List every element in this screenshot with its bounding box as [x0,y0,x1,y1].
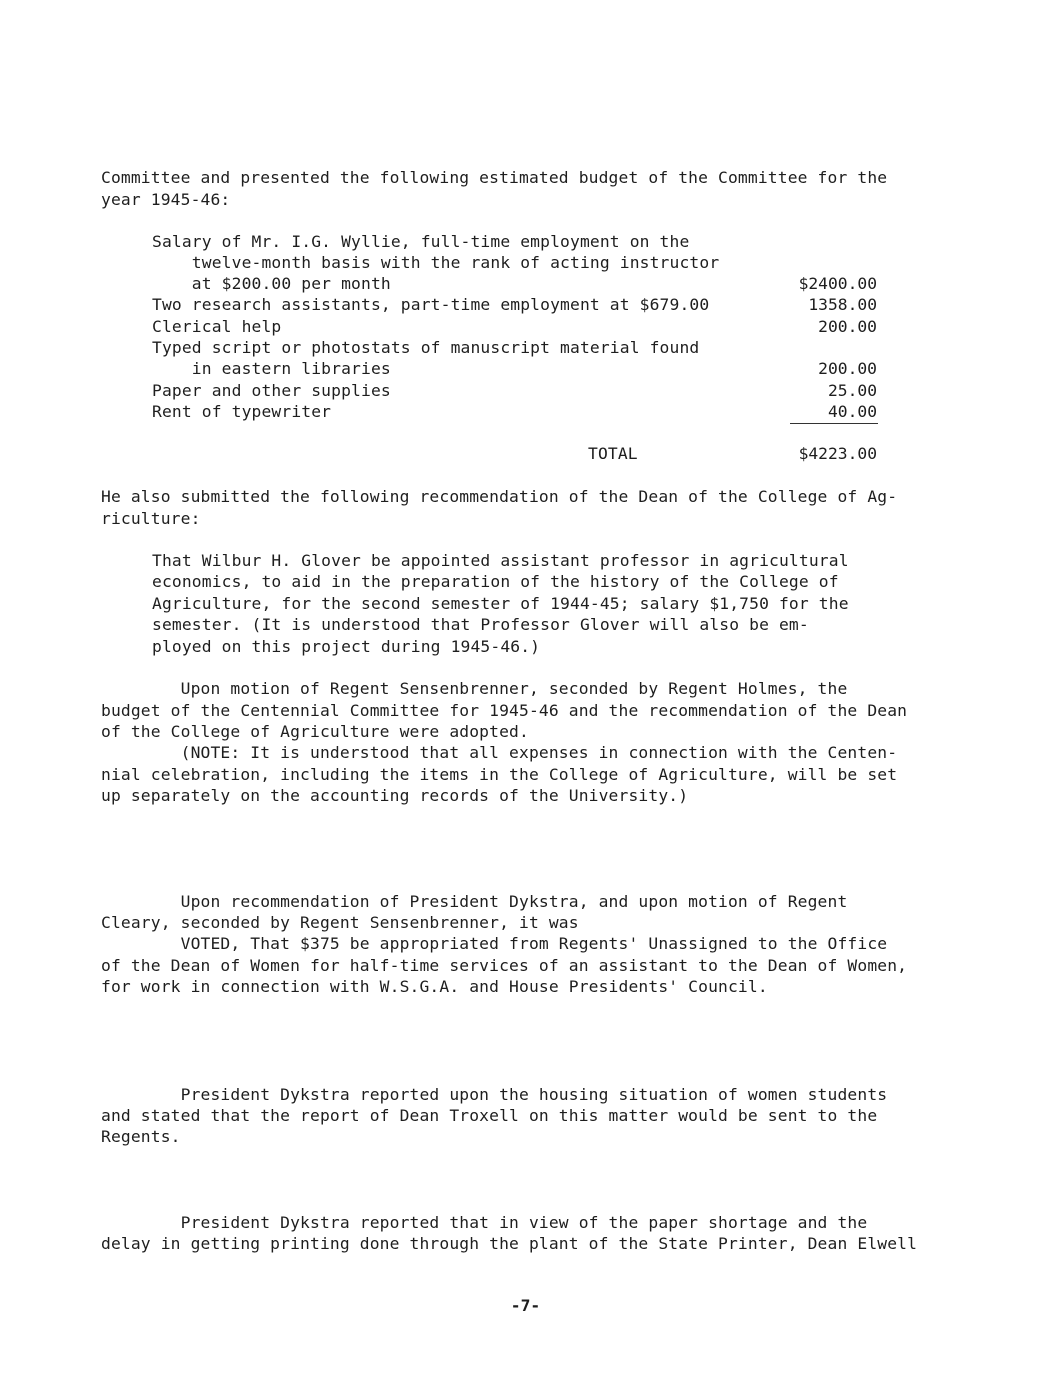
paragraph-line: for work in connection with W.S.G.A. and House Presidents' Council. [101,977,768,996]
recommendation-line: That Wilbur H. Glover be appointed assistant professor in agricultural [152,551,849,570]
paragraph-line: up separately on the accounting records of the University.) [101,786,689,805]
budget-item-amount: 25.00 [827,381,877,400]
budget-item-text: Two research assistants, part-time employment at $679.00 [152,295,710,314]
recommendation-line: economics, to aid in the preparation of the history of the College of [152,572,839,591]
paragraph-line: of the Dean of Women for half-time services of an assistant to the Dean of Women, [101,956,908,975]
recommendation-line: Agriculture, for the second semester of 1944-45; salary $1,750 for the [152,594,849,613]
total-label: TOTAL [588,444,638,463]
paragraph-line: VOTED, That $375 be appropriated from Regents' Unassigned to the Office [101,934,888,953]
page-number: -7- [510,1296,541,1315]
total-amount: $4223.00 [798,444,877,463]
paragraph-line: budget of the Centennial Committee for 1945-46 and the recommendation of the Dean [101,701,908,720]
budget-item-amount: $2400.00 [798,274,877,293]
recommendation-intro-line: riculture: [101,509,201,528]
paragraph-line: nial celebration, including the items in the College of Agriculture, will be set [101,765,898,784]
paragraph-line: President Dykstra reported that in view of the paper shortage and the [101,1213,868,1232]
paragraph-line: (NOTE: It is understood that all expenses in connection with the Centen- [101,743,898,762]
paragraph-line: Upon recommendation of President Dykstra, and upon motion of Regent [101,892,848,911]
paragraph-line: delay in getting printing done through the plant of the State Printer, Dean Elwell [101,1234,918,1253]
budget-item-text: twelve-month basis with the rank of acting instructor [152,253,720,272]
budget-item-text: at $200.00 per month [152,274,391,293]
recommendation-intro-line: He also submitted the following recommendation of the Dean of the College of Ag- [101,487,898,506]
paragraph-line: of the College of Agriculture were adopted. [101,722,529,741]
budget-item-amount: 200.00 [818,317,877,336]
sum-rule [790,423,878,424]
recommendation-line: semester. (It is understood that Professor Glover will also be em- [152,615,809,634]
budget-item-amount: 1358.00 [808,295,877,314]
budget-item-text: Salary of Mr. I.G. Wyllie, full-time employment on the [152,232,690,251]
budget-item-text: Paper and other supplies [152,381,391,400]
budget-item-text: Rent of typewriter [152,402,332,421]
paragraph-line: and stated that the report of Dean Troxell on this matter would be sent to the [101,1106,878,1125]
paragraph-line: Upon motion of Regent Sensenbrenner, seconded by Regent Holmes, the [101,679,848,698]
recommendation-line: ployed on this project during 1945-46.) [152,637,541,656]
paragraph-line: Regents. [101,1127,181,1146]
budget-item-amount: 40.00 [827,402,877,421]
budget-item-amount: 200.00 [818,359,877,378]
budget-item-text: Clerical help [152,317,282,336]
budget-item-text: Typed script or photostats of manuscript material found [152,338,700,357]
paragraph-line: President Dykstra reported upon the housing situation of women students [101,1085,888,1104]
intro-line: year 1945-46: [101,190,231,209]
budget-item-text: in eastern libraries [152,359,391,378]
intro-line: Committee and presented the following estimated budget of the Committee for the [101,168,888,187]
paragraph-line: Cleary, seconded by Regent Sensenbrenner, it was [101,913,579,932]
